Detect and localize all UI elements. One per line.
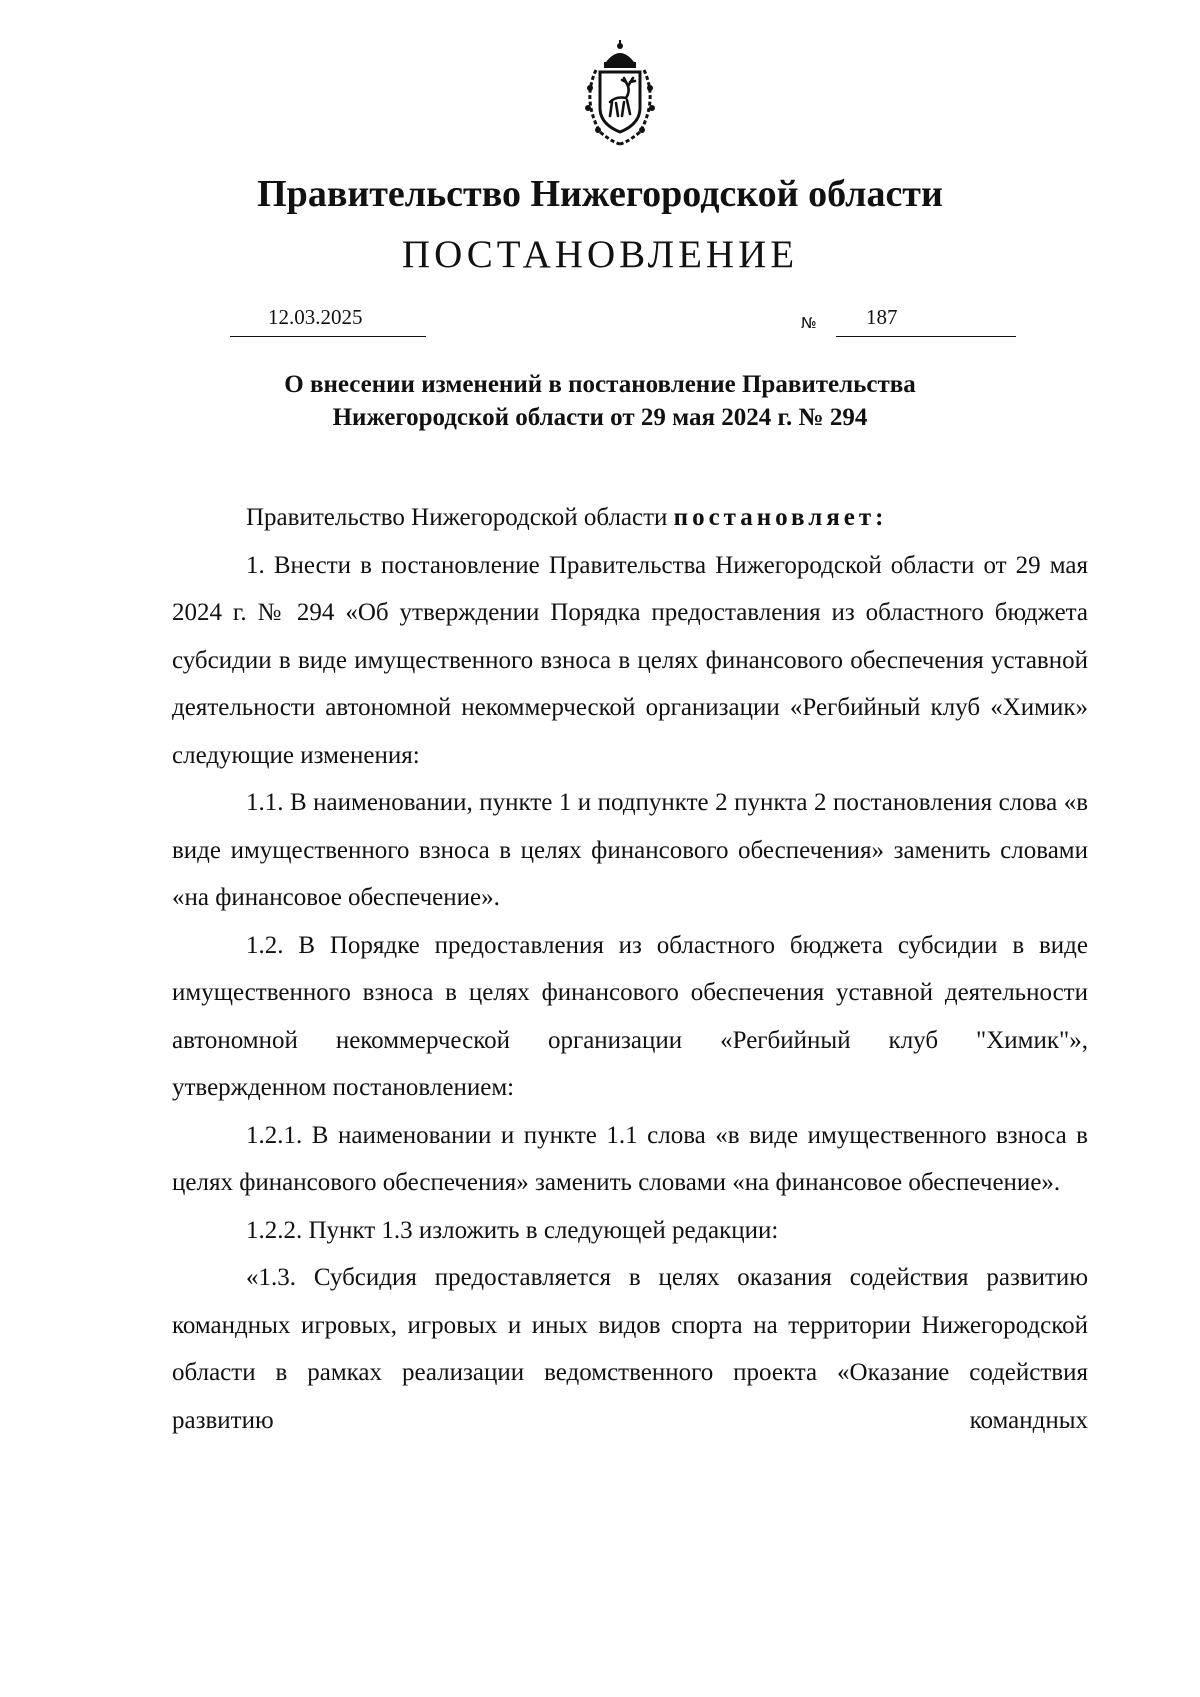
- subject-line-2: Нижегородской области от 29 мая 2024 г. № 294: [332, 404, 868, 431]
- subject-line-1: О внесении изменений в постановление Правительства: [284, 371, 916, 398]
- intro-text: Правительство Нижегородской области: [246, 504, 674, 531]
- number-label: №: [801, 314, 817, 332]
- document-number: 187: [866, 305, 898, 329]
- paragraph-1-2: 1.2. В Порядке предоставления из областного бюджета субсидии в виде имущественного взноса в целях финансового обеспечения уставной деятельности автономной некоммерческой организации «Регбийный клуб "Химик"», утвержденном постановлением:: [172, 931, 1088, 1101]
- paragraph-1: 1. Внести в постановление Правительства Нижегородской области от 29 мая 2024 г. № 294 «Об утверждении Порядка предоставления из областного бюджета субсидии в виде имущественного взноса в целях финансового обеспечения уставной деятельности автономной некоммерческой организации «Регбийный клуб «Химик» следующие изменения:: [172, 551, 1088, 769]
- intro-decree-word: постановляет:: [673, 504, 888, 531]
- document-type: ПОСТАНОВЛЕНИЕ: [401, 233, 799, 276]
- intro-paragraph: [172, 494, 1088, 542]
- date-underline: [230, 336, 426, 337]
- coat-of-arms-icon: [570, 40, 670, 150]
- paragraph-1-2-2: 1.2.2. Пункт 1.3 изложить в следующей редакции:: [246, 1216, 779, 1244]
- document-date: 12.03.2025: [268, 305, 363, 329]
- paragraph-1-1: 1.1. В наименовании, пункте 1 и подпункте 2 пункта 2 постановления слова «в виде имущественного взноса в целях финансового обеспечения» заменить словами «на финансовое обеспечение».: [172, 789, 1088, 911]
- number-underline: [836, 336, 1016, 337]
- paragraph-1-2-1: 1.2.1. В наименовании и пункте 1.1 слова «в виде имущественного взноса в целях финансового обеспечения» заменить словами «на финансовое обеспечение».: [172, 1121, 1088, 1196]
- crown-icon: [604, 40, 636, 68]
- document-subject: [0, 368, 1200, 434]
- paragraph-1-3-quote: «1.3. Субсидия предоставляется в целях оказания содействия развитию командных игровых, игровых и иных видов спорта на территории Нижегородской области в рамках реализации ведомственного проекта «Оказание содействия развитию командных: [172, 1264, 1088, 1434]
- document-body: [172, 494, 1088, 1444]
- organization-name: Правительство Нижегородской области: [257, 173, 943, 215]
